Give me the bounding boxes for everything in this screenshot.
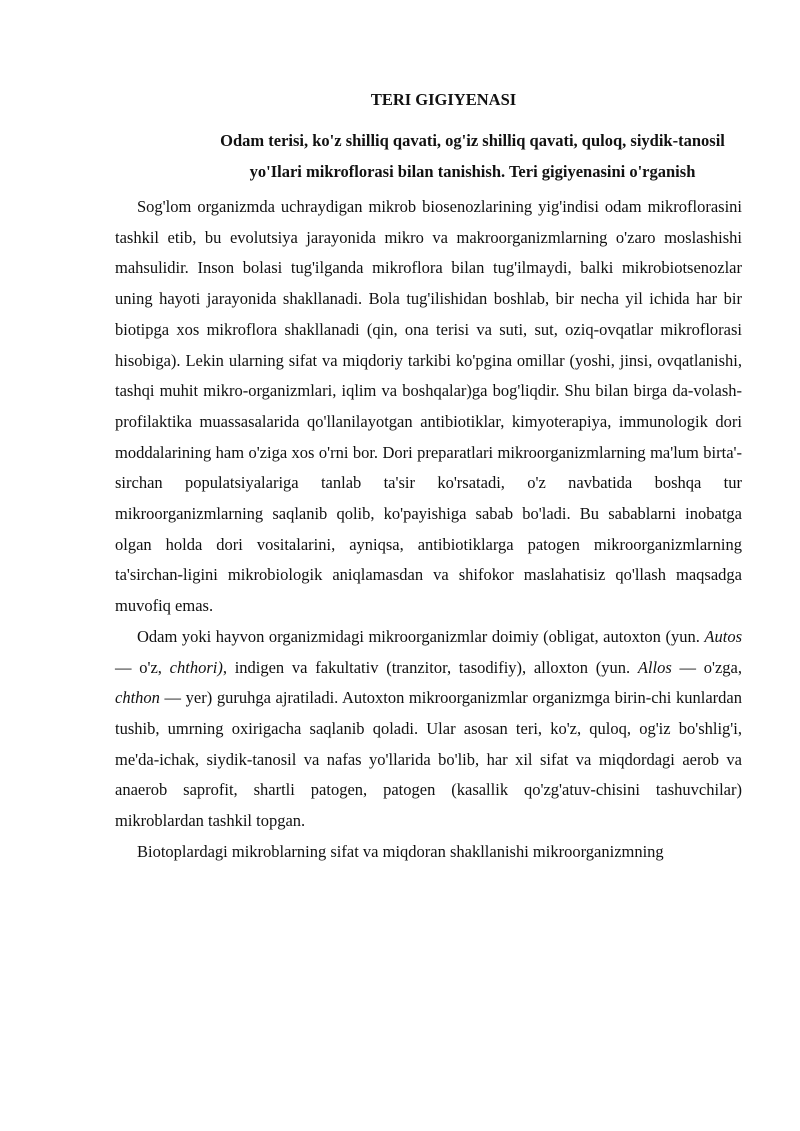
paragraph-2-segment: — o'z, bbox=[115, 657, 170, 677]
paragraph-2-segment-italic: chthon bbox=[115, 688, 160, 708]
paragraph-1: Sog'lom organizmda uchraydigan mikrob biosenozlarining yig'indisi odam mikroflorasini tashkil etib, bu evolutsiya jarayonida mikro va makroorganizmlarning o'zaro moslashishi mahsulidir. Inson bolasi tug'ilganda mikroflora bilan tug'ilmaydi, balki mikrobiotsenozlar uning hayoti jarayonida shakllanadi. Bola tug'ilishidan boshlab, bir necha yil ichida har bir biotipga xos mikroflora shakllanadi (qin, ona terisi va suti, sut, oziq-ovqatlar mikroflorasi hisobiga). Lekin ularning sifat va miqdoriy tarkibi ko'pgina omillar (yoshi, jinsi, ovqatlanishi, tashqi muhit mikro-organizmlari, iqlim va boshqalar)ga bog'liqdir. Shu bilan birga da-volash-profilaktika muassasalarida qo'llanilayotgan antibiotiklar, kimyoterapiya, immunologik dori moddalarining ham o'ziga xos o'rni bor. Dori preparatlari mikroorganizmlarning ma'lum birta'-sirchan populatsiyalariga tanlab ta'sir ko'rsatadi, o'z navbatida boshqa tur mikroorganizmlarning saqlanib qolib, ko'payishiga sabab bo'ladi. Bu sabablarni inobatga olgan holda dori vositalarini, ayniqsa, antibiotiklarga patogen mikroorganizmlarning ta'sirchan-ligini mikrobiologik aniqlamasdan va shifokor maslahatisiz qo'llash maqsadga muvofiq emas. bbox=[115, 197, 742, 616]
document-subtitle: Odam terisi, ko'z shilliq qavati, og'iz shilliq qavati, quloq, siydik-tanosil yo'Ilari mikroflorasi bilan tanishish. Teri gigiyenasini o'rganish bbox=[220, 131, 725, 181]
paragraph-2-segment: , indigen va fakultativ (tranzitor, tasodifiy), alloxton (yun. bbox=[222, 657, 638, 677]
paragraph-3: Biotoplardagi mikroblarning sifat va miqdoran shakllanishi mikroorganizmning bbox=[137, 841, 664, 861]
document-title: TERI GIGIYENASI bbox=[370, 90, 517, 109]
paragraph-2-segment: — o'zga, bbox=[671, 657, 742, 677]
paragraph-2-segment: — yer) guruhga ajratiladi. Autoxton mikroorganizmlar organizmga birin-chi kunlardan tushib, umrning oxirigacha saqlanib qoladi. Ular asosan teri, ko'z, quloq, og'iz bo'shlig'i, me'da-ichak, siydik-tanosil va nafas yo'llarida bo'lib, har xil sifat va miqdordagi aerob va anaerob saprofit, shartli patogen, patogen (kasallik qo'zg'atuv-chisini tashuvchilar) mikroblardan tashkil topgan. bbox=[115, 688, 742, 831]
paragraph-2-segment: Odam yoki hayvon organizmidagi mikroorganizmlar doimiy (obligat, autoxton (yun. bbox=[137, 626, 705, 646]
paragraph-2 bbox=[115, 622, 742, 837]
paragraph-2-segment-italic: chthori) bbox=[169, 657, 223, 677]
paragraph-2-segment-italic: Allos bbox=[637, 657, 672, 677]
paragraph-2-segment-italic: Autos bbox=[704, 626, 742, 646]
document-page bbox=[115, 88, 742, 867]
